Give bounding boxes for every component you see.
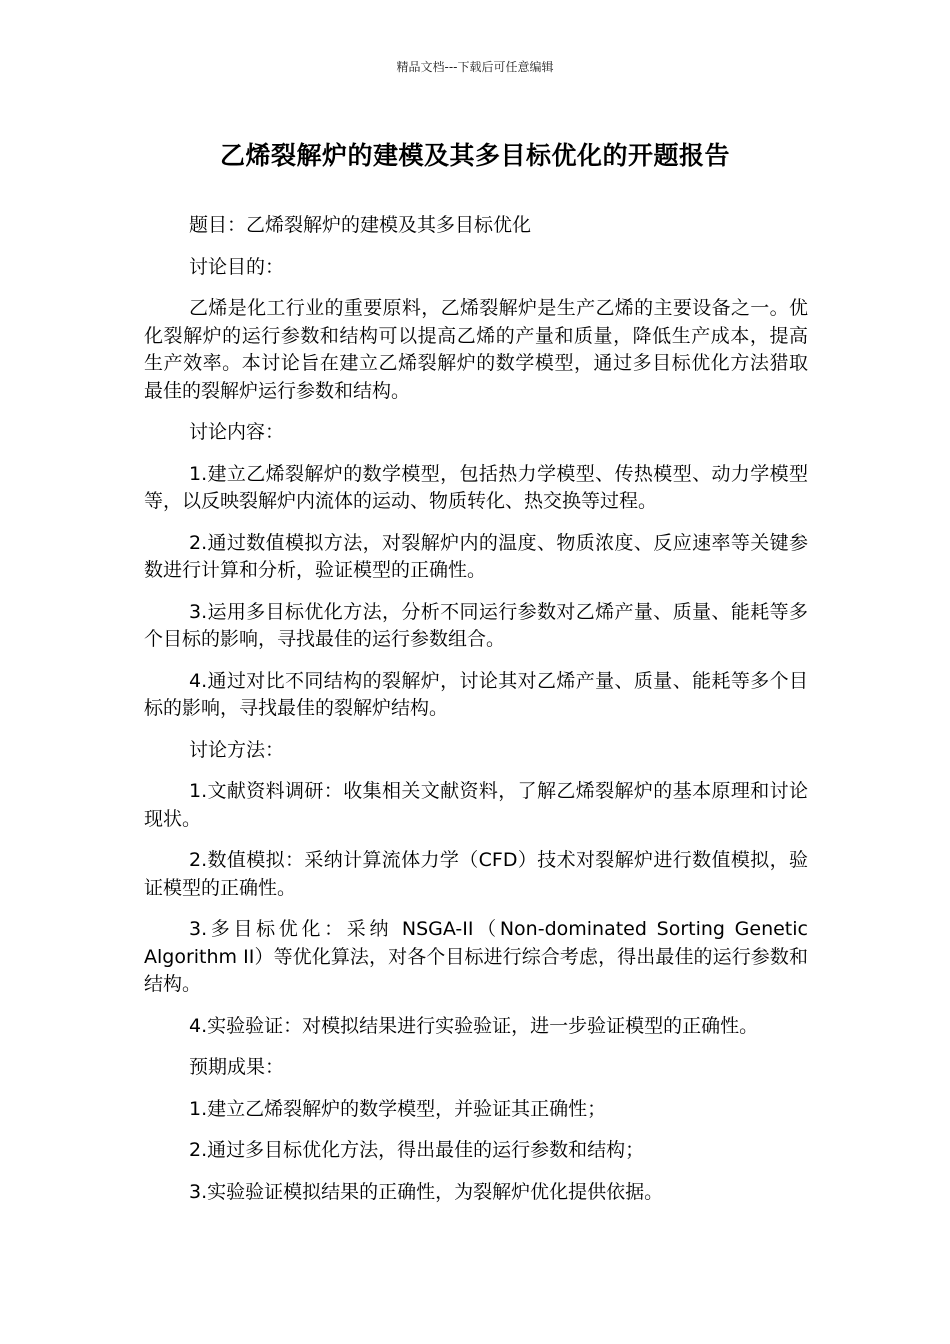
methods-item: 2.数值模拟：采纳计算流体力学（CFD）技术对裂解炉进行数值模拟，验证模型的正确性。 xyxy=(144,849,808,899)
content-item: 1.建立乙烯裂解炉的数学模型，包括热力学模型、传热模型、动力学模型等，以反映裂解炉内流体的运动、物质转化、热交换等过程。 xyxy=(144,462,808,512)
methods-item: 1.文献资料调研：收集相关文献资料，了解乙烯裂解炉的基本原理和讨论现状。 xyxy=(144,780,808,830)
document-title: 乙烯裂解炉的建模及其多目标优化的开题报告 xyxy=(219,141,730,170)
results-item: 1.建立乙烯裂解炉的数学模型，并验证其正确性； xyxy=(189,1097,607,1120)
purpose-heading: 讨论目的： xyxy=(189,255,285,278)
content-item: 4.通过对比不同结构的裂解炉，讨论其对乙烯产量、质量、能耗等多个目标的影响，寻找最佳的裂解炉结构。 xyxy=(144,669,808,719)
page-header-note: 精品文档---下载后可任意编辑 xyxy=(396,60,554,74)
methods-item: 4.实验验证：对模拟结果进行实验验证，进一步验证模型的正确性。 xyxy=(189,1014,759,1037)
content-item: 2.通过数值模拟方法，对裂解炉内的温度、物质浓度、反应速率等关键参数进行计算和分析，验证模型的正确性。 xyxy=(144,531,808,581)
results-heading: 预期成果： xyxy=(189,1056,285,1078)
results-item: 3.实验验证模拟结果的正确性，为裂解炉优化提供依据。 xyxy=(189,1180,664,1203)
content-heading: 讨论内容： xyxy=(189,421,285,443)
methods-heading: 讨论方法： xyxy=(189,738,285,761)
subject-line: 题目：乙烯裂解炉的建模及其多目标优化 xyxy=(189,214,532,236)
results-item: 2.通过多目标优化方法，得出最佳的运行参数和结构； xyxy=(189,1139,645,1161)
methods-item: 3.多目标优化：采纳 NSGA-II（Non-dominated Sorting Genetic Algorithm II）等优化算法，对各个目标进行综合考虑，得出最佳的运行参数和结构。 xyxy=(144,918,808,995)
purpose-paragraph: 乙烯是化工行业的重要原料，乙烯裂解炉是生产乙烯的主要设备之一。优化裂解炉的运行参数和结构可以提高乙烯的产量和质量，降低生产成本，提高生产效率。本讨论旨在建立乙烯裂解炉的数学模型，通过多目标优化方法猎取最佳的裂解炉运行参数和结构。 xyxy=(144,297,808,402)
document-body xyxy=(144,212,808,1220)
content-item: 3.运用多目标优化方法，分析不同运行参数对乙烯产量、质量、能耗等多个目标的影响，寻找最佳的运行参数组合。 xyxy=(144,600,808,650)
